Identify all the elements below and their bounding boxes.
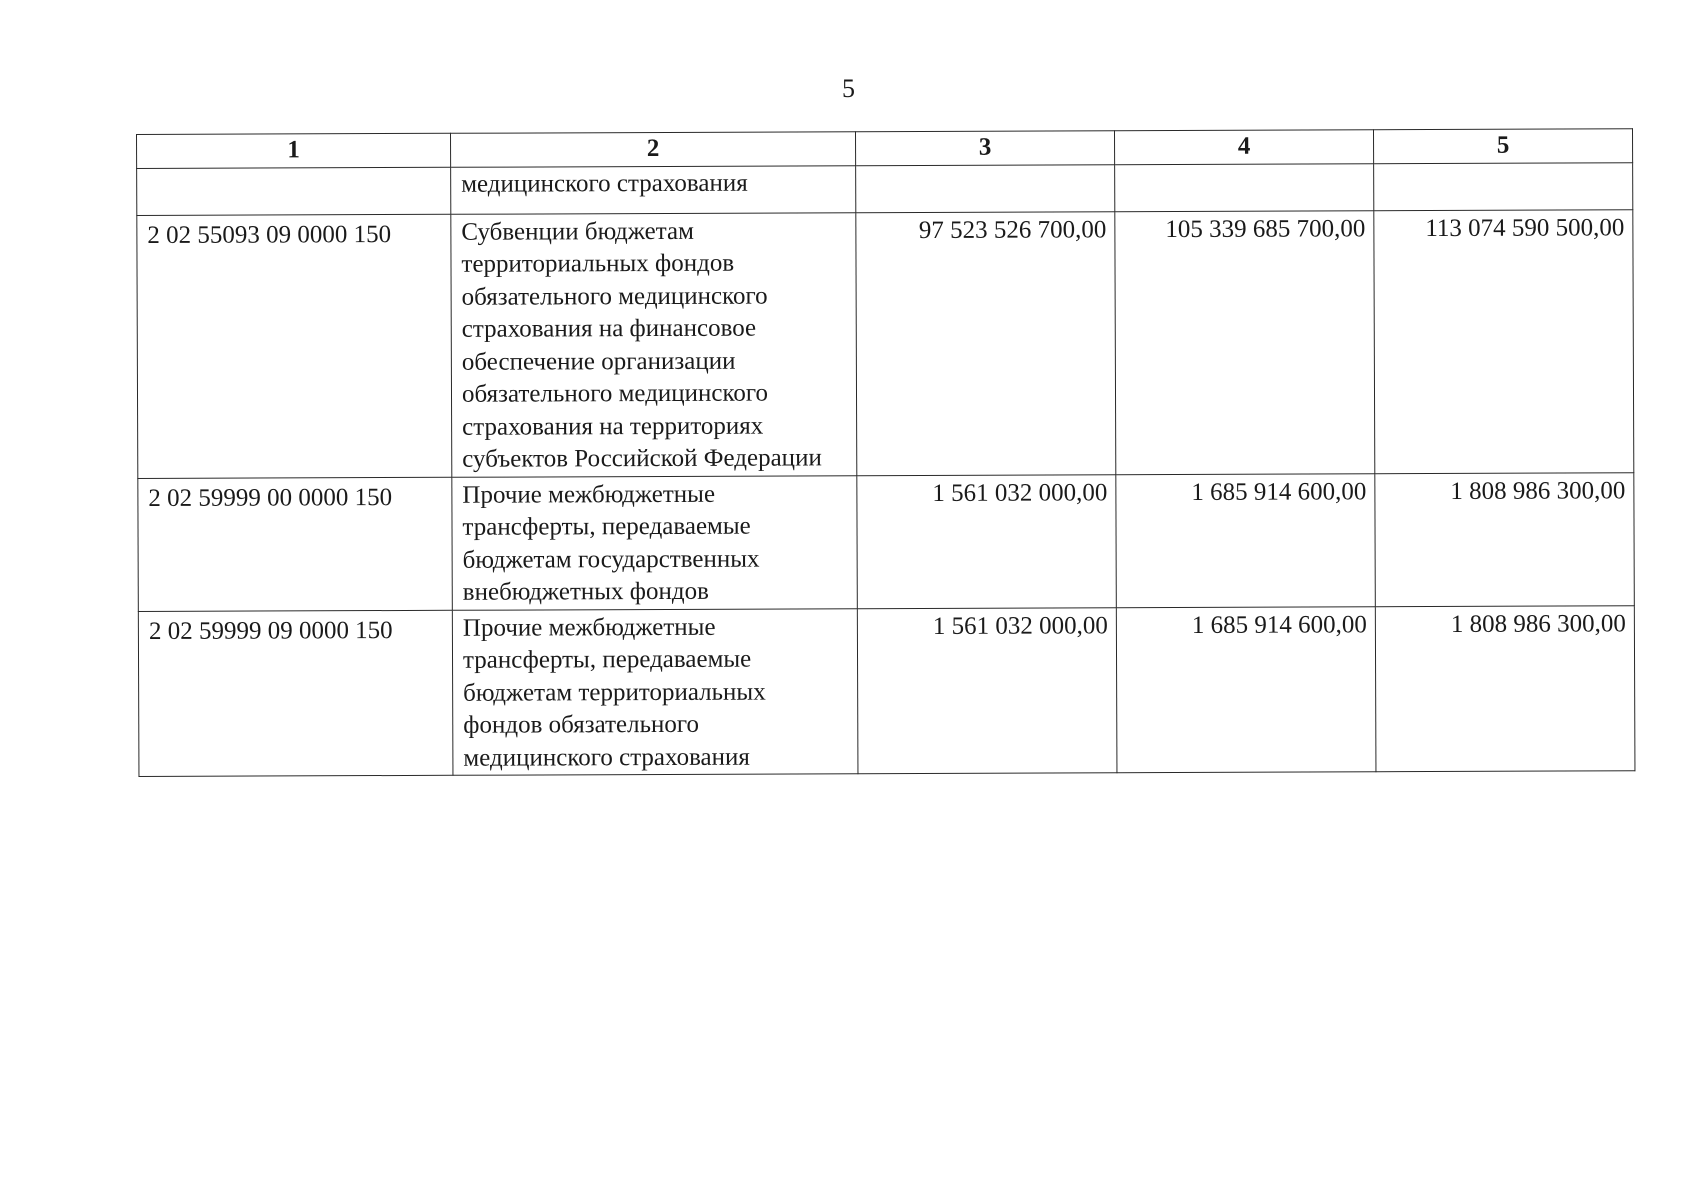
name-cell: медицинского страхования xyxy=(451,165,856,214)
header-cell-4: 4 xyxy=(1114,130,1373,164)
header-cell-2: 2 xyxy=(450,132,855,167)
value-cell-year1: 97 523 526 700,00 xyxy=(856,211,1116,475)
table-row xyxy=(138,605,1635,776)
code-cell: 2 02 59999 09 0000 150 xyxy=(138,610,453,777)
code-cell: 2 02 59999 00 0000 150 xyxy=(138,477,453,611)
name-cell: Субвенции бюджетам территориальных фондов обязательного медицинского страхования на финансовое обеспечение организации обязательного медицинского страхования на территориях субъектов Российской Федерации xyxy=(451,212,857,477)
name-cell: Прочие межбюджетные трансферты, передаваемые бюджетам территориальных фондов обязательного медицинского страхования xyxy=(452,608,858,775)
value-cell-year1: 1 561 032 000,00 xyxy=(857,607,1117,773)
code-cell: 2 02 55093 09 0000 150 xyxy=(137,214,452,478)
value-cell-year3: 1 808 986 300,00 xyxy=(1375,472,1635,606)
value-cell-year3: 1 808 986 300,00 xyxy=(1375,605,1635,771)
code-cell xyxy=(137,167,451,215)
value-cell-year1 xyxy=(856,164,1115,212)
header-cell-5: 5 xyxy=(1373,129,1632,163)
name-cell: Прочие межбюджетные трансферты, передаваемые бюджетам государственных внебюджетных фондов xyxy=(452,475,858,610)
value-cell-year2: 1 685 914 600,00 xyxy=(1116,606,1376,772)
value-cell-year3 xyxy=(1374,162,1633,210)
continuation-row xyxy=(137,162,1633,215)
table-row xyxy=(138,472,1634,611)
page-number: 5 xyxy=(842,74,855,103)
value-cell-year2 xyxy=(1115,163,1374,211)
table-row xyxy=(137,209,1634,478)
value-cell-year3: 113 074 590 500,00 xyxy=(1374,209,1634,473)
budget-table xyxy=(136,128,1635,777)
value-cell-year2: 105 339 685 700,00 xyxy=(1115,210,1375,474)
header-cell-1: 1 xyxy=(137,133,451,168)
value-cell-year2: 1 685 914 600,00 xyxy=(1116,473,1376,607)
value-cell-year1: 1 561 032 000,00 xyxy=(857,474,1117,608)
header-cell-3: 3 xyxy=(855,131,1114,165)
header-row xyxy=(137,129,1633,168)
